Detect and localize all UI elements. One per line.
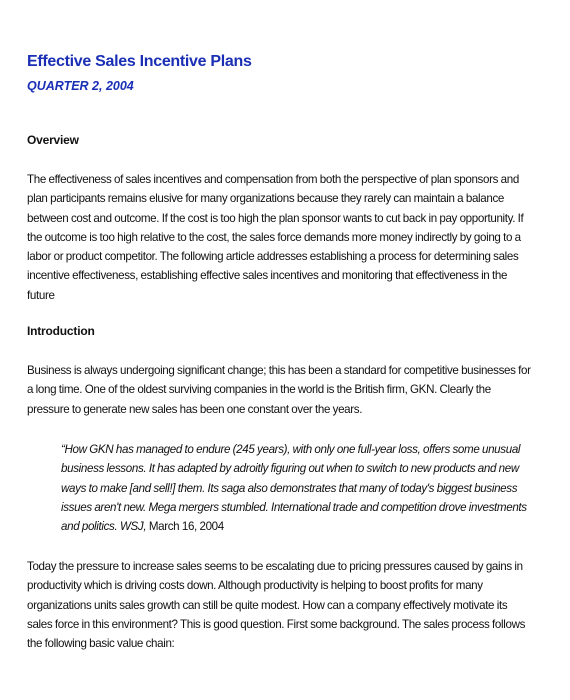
introduction-line: pressure to generate new sales has been one constant over the years. xyxy=(27,402,363,416)
overview-line: The effectiveness of sales incentives and compensation from both the perspective of plan sponsors and xyxy=(27,173,519,186)
quote-line: business lessons. It has adapted by adroitly figuring out when to switch to new products and new xyxy=(61,462,519,476)
overview-heading: Overview xyxy=(27,133,79,147)
overview-line: between cost and outcome. If the cost is too high the plan sponsor wants to cut back in pay opportunity. If xyxy=(27,211,524,225)
overview-paragraph xyxy=(27,170,539,305)
overview-line: labor or product competitor. The following article addresses establishing a process for determining sales xyxy=(27,250,519,264)
introduction-heading: Introduction xyxy=(27,324,95,338)
overview-line: future xyxy=(27,288,55,302)
quote-line: “How GKN has managed to endure (245 years), with only one full-year loss, offers some unusual xyxy=(61,443,521,456)
today-line: organizations units sales growth can still be quite modest. How can a company effectively motivate its xyxy=(27,598,508,612)
document-subtitle: QUARTER 2, 2004 xyxy=(27,79,134,93)
quote-line: issues aren't new. Mega mergers stumbled. International trade and competition drove investments xyxy=(61,500,527,514)
today-line: Today the pressure to increase sales seems to be escalating due to pricing pressures caused by gains in xyxy=(27,560,523,573)
document-title: Effective Sales Incentive Plans xyxy=(27,53,252,70)
introduction-line: Business is always undergoing significant change; this has been a standard for competitive businesses for xyxy=(27,364,531,377)
today-line: sales force in this environment? This is good question. First some background. The sales process follows xyxy=(27,617,526,631)
today-line: productivity which is driving costs down. Although productivity is helping to boost profits for many xyxy=(27,579,483,593)
overview-line: plan participants remains elusive for many organizations because they rarely can maintain a balance xyxy=(27,192,505,206)
introduction-line: a long time. One of the oldest surviving companies in the world is the British firm, GKN. Clearly the xyxy=(27,383,491,397)
today-paragraph xyxy=(27,557,539,653)
gkn-quote xyxy=(61,440,539,536)
quote-line: ways to make [and sell!] them. Its saga also demonstrates that many of today's biggest business xyxy=(61,481,518,495)
overview-line: incentive effectiveness, establishing effective sales incentives and monitoring that effectiveness in the xyxy=(27,269,508,283)
quote-last-line xyxy=(61,517,539,536)
today-line: the following basic value chain: xyxy=(27,637,175,651)
introduction-paragraph xyxy=(27,361,539,419)
quote-attribution-italic: and politics. WSJ, xyxy=(61,520,147,534)
quote-date: March 16, 2004 xyxy=(146,520,224,534)
overview-line: the outcome is too high relative to the cost, the sales force demands more money indirectly by going to a xyxy=(27,230,521,244)
